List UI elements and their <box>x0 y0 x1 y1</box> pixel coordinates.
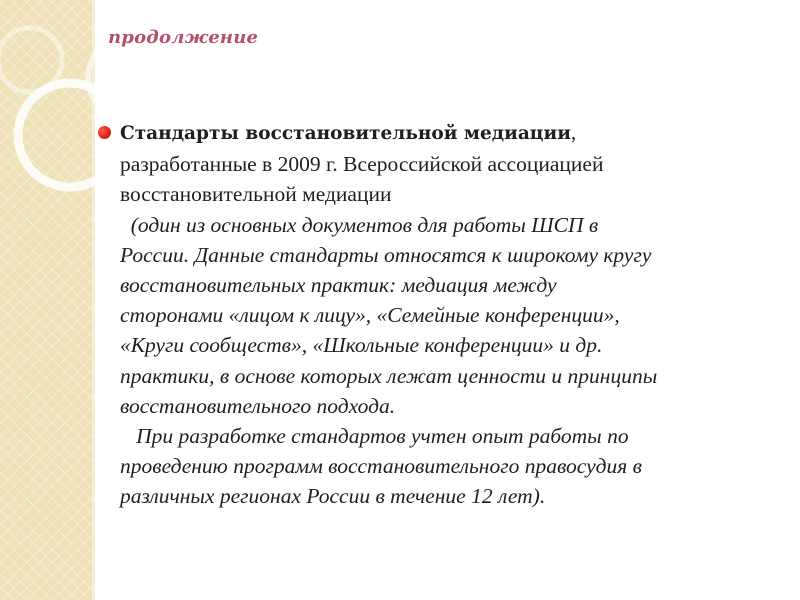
italic-text-line: России. Данные стандарты относятся к широкому кругу <box>120 242 652 267</box>
italic-text-line: сторонами «лицом к лицу», «Семейные конференции», <box>120 303 620 328</box>
italic-text-line: восстановительных практик: медиация между <box>120 273 557 298</box>
italic-text-line: проведению программ восстановительного правосудия в <box>120 454 642 479</box>
italic-text-line: При разработке стандартов учтен опыт работы по <box>120 424 629 449</box>
slide-title: продолжение <box>108 27 259 48</box>
italic-text-line: восстановительного подхода. <box>120 393 396 418</box>
heading-comma: , <box>570 120 577 144</box>
bullet-item <box>96 117 776 512</box>
text-line: восстановительной медиации <box>120 182 392 207</box>
italic-text-line: практики, в основе которых лежат ценности и принципы <box>120 363 658 388</box>
bullet-heading-line <box>120 117 776 149</box>
italic-text-line: «Круги сообществ», «Школьные конференции» и др. <box>120 333 603 358</box>
ring-medium <box>88 38 168 118</box>
italic-text-line: (один из основных документов для работы ШСП в <box>120 212 599 237</box>
bullet-heading: Стандарты восстановительной медиации <box>120 123 571 144</box>
bullet-dot-icon <box>98 126 111 139</box>
ring-small <box>0 28 62 92</box>
text-line: разработанные в 2009 г. Всероссийской ассоциацией <box>120 152 604 177</box>
slide-content <box>96 117 776 512</box>
italic-text-line: различных регионах России в течение 12 лет). <box>120 484 546 509</box>
